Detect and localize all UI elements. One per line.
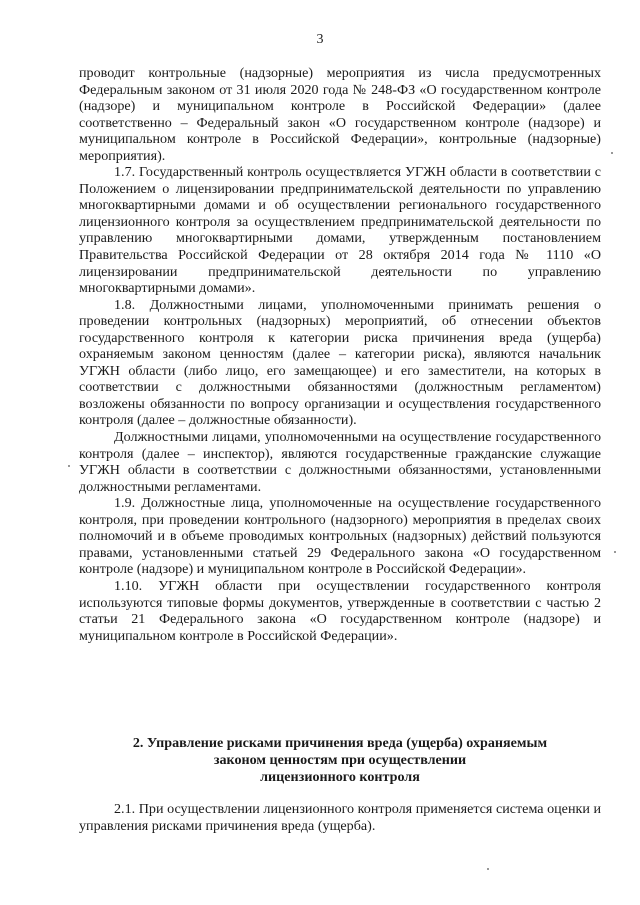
page-number: 3: [316, 32, 324, 47]
section-2-body: [79, 801, 601, 835]
scan-speck: [614, 551, 616, 553]
section-2-heading-line-2: законом ценностям при осуществлении: [213, 752, 467, 768]
scan-speck: [611, 152, 613, 154]
paragraph-continuation: проводит контрольные (надзорные) мероприятия из числа предусмотренных Федеральным законом от 31 июля 2020 года № 248-ФЗ «О государственном контроле (надзоре) и муниципальном контроле в Российской Федерации» (далее соответственно – Федеральный закон «О государственном контроле (надзоре) и муниципальном контроле в Российской Федерации», контрольные (надзорные) мероприятия).: [79, 65, 601, 164]
paragraph-1-9: 1.9. Должностные лица, уполномоченные на осуществление государственного контроля, при проведении контрольного (надзорного) мероприятия в пределах своих полномочий и в объеме проводимых контрольных (надзорных) действий пользуются правами, установленными статьей 29 Федерального закона «О государственном контроле (надзоре) и муниципальном контроле в Российской Федерации».: [79, 495, 601, 578]
paragraph-1-8: 1.8. Должностными лицами, уполномоченными принимать решения о проведении контрольных (надзорных) мероприятий, об отнесении объектов государственного контроля к категории риска причинения вреда (ущерба) охраняемым законом ценностям (далее – категории риска), являются начальник УГЖН области (либо лицо, его замещающее) и его заместители, на которых в соответствии с должностными обязанностями (должностным регламентом) возложены обязанности по вопросу организации и осуществления государственного контроля (далее – должностные обязанности).: [79, 296, 601, 429]
paragraph-1-10: 1.10. УГЖН области при осуществлении государственного контроля используются типовые формы документов, утвержденные в соответствии с частью 2 статьи 21 Федерального закона «О государственном контроле (надзоре) и муниципальном контроле в Российской Федерации».: [79, 577, 601, 644]
scan-speck: [68, 465, 70, 467]
paragraph-2-1: 2.1. При осуществлении лицензионного контроля применяется система оценки и управления рисками причинения вреда (ущерба).: [79, 801, 601, 834]
document-body: [79, 65, 601, 644]
paragraph-1-7: 1.7. Государственный контроль осуществляется УГЖН области в соответствии с Положением о лицензировании предпринимательской деятельности по управлению многоквартирными домами и об осуществлении регионального государственного лицензионного контроля за осуществлением предпринимательской деятельности по управлению многоквартирными домами, утвержденным постановлением Правительства Российской Федерации от 28 октября 2014 года № 1110 «О лицензировании предпринимательской деятельности по управлению многоквартирными домами».: [79, 164, 601, 297]
scan-speck: [487, 868, 489, 870]
section-2-heading-line-1: 2. Управление рисками причинения вреда (ущерба) охраняемым: [132, 735, 548, 751]
paragraph-inspectors: Должностными лицами, уполномоченными на осуществление государственного контроля (далее – инспектор), являются государственные гражданские служащие УГЖН области в соответствии с должностными обязанностями, установленными должностными регламентами.: [79, 429, 601, 495]
section-2-heading: [79, 735, 601, 786]
section-2-heading-line-3: лицензионного контроля: [260, 769, 420, 785]
